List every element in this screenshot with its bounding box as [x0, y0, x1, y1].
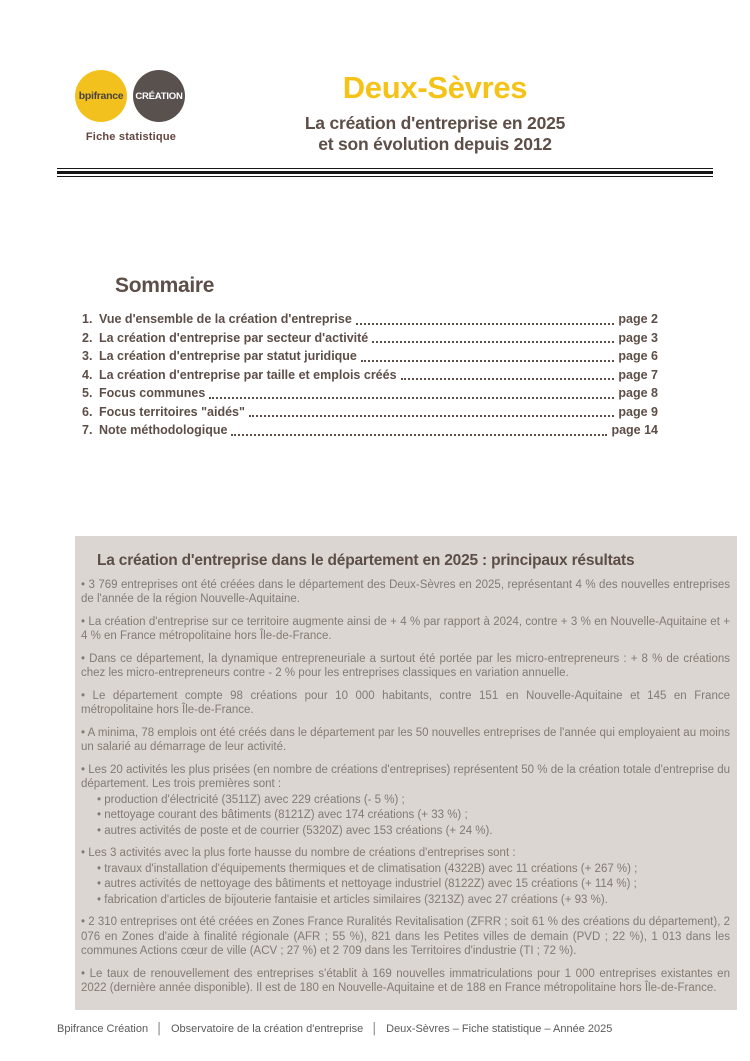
toc-item-7[interactable] [82, 421, 658, 440]
toc-item-page: page 9 [618, 404, 658, 419]
toc-item-label: La création d'entreprise par taille et emplois créés [99, 367, 397, 382]
toc-leader-dots [372, 341, 614, 343]
result-bullet: • Le taux de renouvellement des entreprises s'établit à 169 nouvelles immatriculations pour 1 000 entreprises existantes en 2022 (dernière année disponible). Il est de 180 en Nouvelle-Aquitaine et de 188 en France métropolitaine hors Île-de-France. [81, 967, 730, 996]
creation-logo-text: CRÉATION [135, 90, 183, 102]
result-bullet: • 2 310 entreprises ont été créées en Zones France Ruralités Revitalisation (ZFRR ; soit 61 % des créations du département), 2 076 en Zones d'aide à finalité régionale (AFR ; 55 %), 821 dans les Petites villes de demain (PVD ; 22 %), 1 013 dans les communes Actions cœur de ville (ACV ; 27 %) et 2 709 dans les Territoires d'industrie (TI ; 72 %). [81, 915, 730, 959]
toc-item-3[interactable] [82, 347, 658, 366]
toc-item-number: 2. [82, 330, 93, 345]
toc-leader-dots [249, 415, 614, 417]
toc-item-4[interactable] [82, 366, 658, 385]
toc-leader-dots [401, 378, 615, 380]
result-bullet: • Le département compte 98 créations pour 10 000 habitants, contre 151 en Nouvelle-Aquitaine et 145 en France métropolitaine hors Île-de-France. [81, 689, 730, 718]
toc-item-page: page 8 [618, 386, 658, 400]
subtitle-line-2: et son évolution depuis 2012 [318, 134, 552, 154]
result-sub-bullet: • autres activités de nettoyage des bâtiments et nettoyage industriel (8122Z) avec 15 créations (+ 114 %) ; [97, 877, 730, 892]
divider-thick-line [57, 171, 713, 174]
toc-item-page: page 7 [618, 367, 658, 382]
toc-item-number: 6. [82, 404, 93, 419]
subtitle-line-1: La création d'entreprise en 2025 [304, 113, 566, 133]
toc-item-label: Focus territoires "aidés" [99, 404, 245, 419]
toc-item-number: 1. [82, 312, 93, 326]
toc-item-label: Note méthodologique [99, 423, 228, 437]
result-sub-bullet: • fabrication d'articles de bijouterie fantaisie et articles similaires (3213Z) avec 27 créations (+ 93 %). [97, 893, 730, 908]
bpifrance-logo-text: bpifrance [78, 90, 124, 102]
result-bullet: • 3 769 entreprises ont été créées dans le département des Deux-Sèvres en 2025, représentant 4 % des nouvelles entreprises de l'année de la région Nouvelle-Aquitaine. [81, 578, 730, 607]
page-subtitle [187, 113, 683, 155]
result-sub-bullet: • autres activités de poste et de courrier (5320Z) avec 153 créations (+ 24 %). [97, 824, 730, 839]
footer-observatory: Observatoire de la création d'entreprise [170, 1023, 364, 1035]
footer-publisher: Bpifrance Création [57, 1023, 149, 1035]
page-title: Deux-Sèvres [342, 70, 528, 105]
toc-item-label: La création d'entreprise par secteur d'activité [99, 330, 369, 345]
toc-item-number: 7. [82, 423, 93, 437]
toc-item-page: page 3 [618, 330, 658, 345]
toc-item-6[interactable] [82, 403, 658, 422]
header-divider [57, 168, 713, 177]
toc-item-page: page 2 [618, 312, 658, 326]
toc-item-page: page 6 [618, 349, 658, 363]
footer-document-info: Deux-Sèvres – Fiche statistique – Année 2025 [386, 1023, 613, 1035]
toc-item-2[interactable] [82, 329, 658, 348]
toc-item-number: 4. [82, 367, 93, 382]
title-block [187, 70, 713, 155]
creation-logo-icon [133, 70, 185, 122]
result-bullet: • A minima, 78 emplois ont été créés dans le département par les 50 nouvelles entreprises de l'année qui employaient au moins un salarié au démarrage de leur activité. [81, 726, 730, 755]
toc-leader-dots [361, 360, 615, 362]
result-bullet: • Les 20 activités les plus prisées (en nombre de créations d'entreprises) représentent 50 % de la création totale d'entreprise du département. Les trois premières sont : [81, 763, 730, 792]
toc-item-5[interactable] [82, 384, 658, 403]
bpifrance-creation-logo [75, 70, 187, 155]
toc-leader-dots [231, 434, 607, 436]
result-bullet: • La création d'entreprise sur ce territoire augmente ainsi de + 4 % par rapport à 2024, contre + 3 % en Nouvelle-Aquitaine et + 4 % en France métropolitaine hors Île-de-France. [81, 615, 730, 644]
page-footer [57, 1023, 612, 1035]
footer-separator: │ [156, 1023, 163, 1035]
toc-item-number: 5. [82, 386, 93, 400]
results-title: La création d'entreprise dans le département en 2025 : principaux résultats [97, 551, 635, 569]
header [0, 0, 750, 155]
table-of-contents [82, 310, 658, 440]
logo-circles [75, 70, 187, 122]
toc-leader-dots [209, 397, 614, 399]
divider-thin-line [57, 168, 713, 169]
result-sub-bullet: • travaux d'installation d'équipements thermiques et de climatisation (4322B) avec 11 créations (+ 267 %) ; [97, 862, 730, 877]
result-bullet: • Les 3 activités avec la plus forte hausse du nombre de créations d'entreprises sont : [81, 846, 730, 861]
toc-item-label: Vue d'ensemble de la création d'entreprise [99, 312, 352, 326]
footer-separator: │ [371, 1023, 379, 1035]
key-results-box [75, 536, 737, 1010]
logo-tagline: Fiche statistique [85, 131, 177, 143]
toc-item-number: 3. [82, 349, 93, 363]
result-sub-bullet: • nettoyage courant des bâtiments (8121Z) avec 174 créations (+ 33 %) ; [97, 808, 730, 823]
toc-item-label: La création d'entreprise par statut juridique [99, 349, 357, 363]
bpifrance-logo-icon [75, 70, 127, 122]
toc-item-label: Focus communes [99, 386, 206, 400]
result-sub-bullet: • production d'électricité (3511Z) avec 229 créations (- 5 %) ; [97, 793, 730, 808]
toc-item-1[interactable] [82, 310, 658, 329]
toc-item-page: page 14 [611, 423, 658, 437]
toc-heading: Sommaire [115, 274, 215, 297]
divider-thin-line [57, 176, 713, 177]
result-bullet: • Dans ce département, la dynamique entrepreneuriale a surtout été portée par les micro-entrepreneurs : + 8 % de créations chez les micro-entrepreneurs contre - 2 % pour les entreprises classiques en variation annuelle. [81, 652, 730, 681]
toc-leader-dots [356, 323, 615, 325]
